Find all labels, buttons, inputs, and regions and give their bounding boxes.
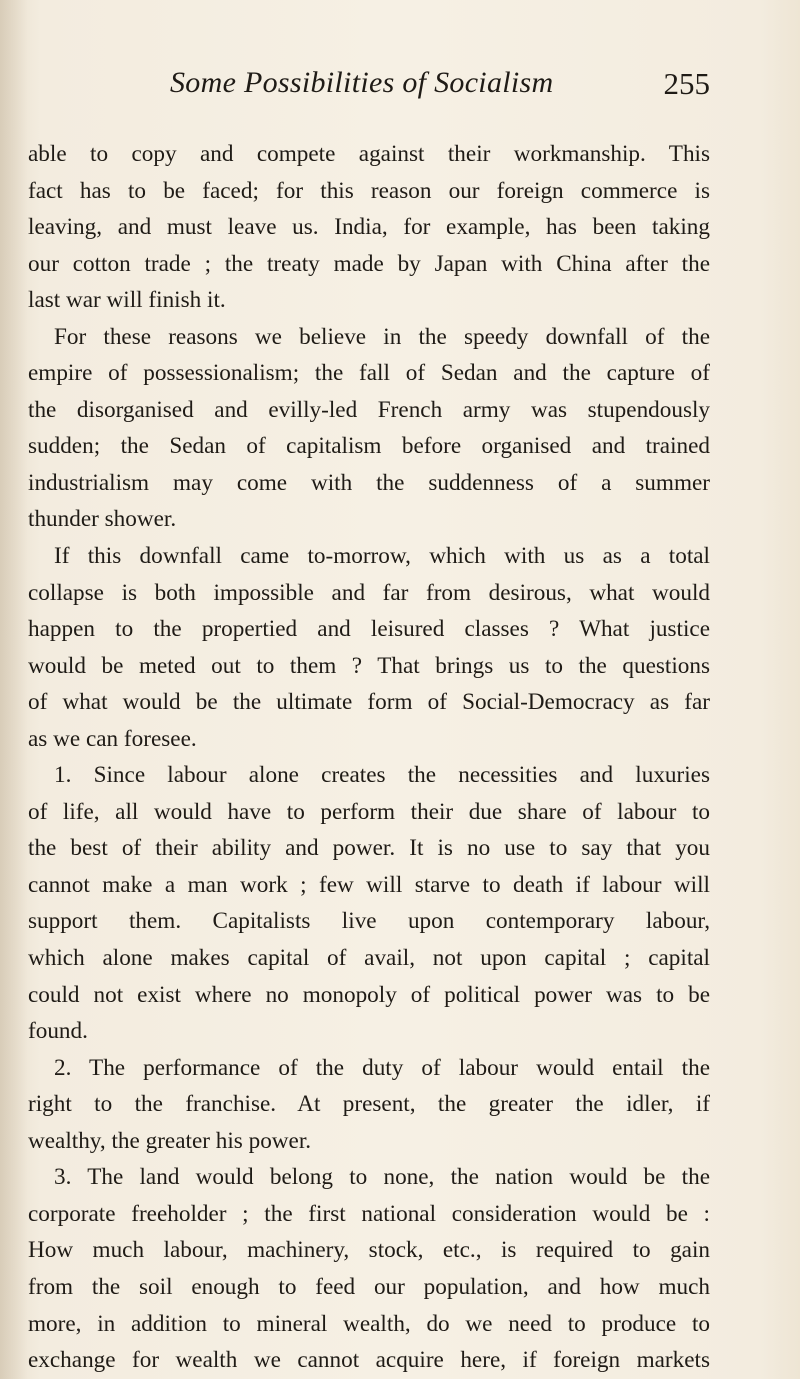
- text-line: would be meted out to them ? That brings us to the questions: [28, 652, 710, 679]
- text-line: more, in addition to mineral wealth, do we need to produce to: [28, 1310, 710, 1337]
- text-line: thunder shower.: [28, 506, 177, 533]
- text-line: 2. The performance of the duty of labour would entail the: [54, 1054, 710, 1081]
- text-line: collapse is both impossible and far from desirous, what would: [28, 579, 710, 606]
- running-title: Some Possibilities of Socialism: [170, 66, 554, 99]
- text-line: corporate freeholder ; the first national consideration would be :: [28, 1200, 710, 1227]
- text-line: industrialism may come with the suddenness of a summer: [28, 469, 710, 496]
- text-line: found.: [28, 1018, 88, 1045]
- binding-shadow: [0, 0, 28, 1379]
- text-line: support them. Capitalists live upon contemporary labour,: [28, 908, 710, 935]
- text-line: could not exist where no monopoly of political power was to be: [28, 981, 710, 1008]
- text-line: of what would be the ultimate form of Social-Democracy as far: [28, 689, 710, 716]
- text-line: which alone makes capital of avail, not upon capital ; capital: [28, 945, 710, 972]
- text-line: fact has to be faced; for this reason our foreign commerce is: [28, 177, 710, 204]
- text-line: leaving, and must leave us. India, for example, has been taking: [28, 214, 710, 241]
- body-text: [28, 136, 710, 1379]
- text-line: For these reasons we believe in the speedy downfall of the: [54, 323, 710, 350]
- text-line: last war will finish it.: [28, 287, 226, 314]
- text-line: empire of possessionalism; the fall of Sedan and the capture of: [28, 360, 710, 387]
- text-line: 3. The land would belong to none, the nation would be the: [54, 1164, 710, 1191]
- running-header: [170, 66, 710, 114]
- text-line: happen to the propertied and leisured classes ? What justice: [28, 616, 710, 643]
- text-line: able to copy and compete against their workmanship. This: [28, 141, 710, 167]
- text-line: cannot make a man work ; few will starve to death if labour will: [28, 871, 710, 898]
- text-line: 1. Since labour alone creates the necessities and luxuries: [54, 762, 710, 789]
- text-line: from the soil enough to feed our population, and how much: [28, 1273, 710, 1300]
- text-line: right to the franchise. At present, the greater the idler, if: [28, 1091, 710, 1118]
- text-line: the disorganised and evilly-led French army was stupendously: [28, 396, 710, 423]
- text-line: of life, all would have to perform their due share of labour to: [28, 798, 710, 825]
- text-line: the best of their ability and power. It is no use to say that you: [28, 835, 710, 862]
- text-line: our cotton trade ; the treaty made by Japan with China after the: [28, 250, 710, 277]
- text-line: How much labour, machinery, stock, etc., is required to gain: [28, 1237, 710, 1264]
- text-line: If this downfall came to-morrow, which with us as a total: [54, 543, 710, 570]
- text-line: wealthy, the greater his power.: [28, 1127, 312, 1154]
- page-number: 255: [663, 66, 710, 101]
- text-line: exchange for wealth we cannot acquire here, if foreign markets: [28, 1347, 710, 1374]
- text-line: sudden; the Sedan of capitalism before organised and trained: [28, 433, 710, 460]
- text-line: as we can foresee.: [28, 725, 197, 752]
